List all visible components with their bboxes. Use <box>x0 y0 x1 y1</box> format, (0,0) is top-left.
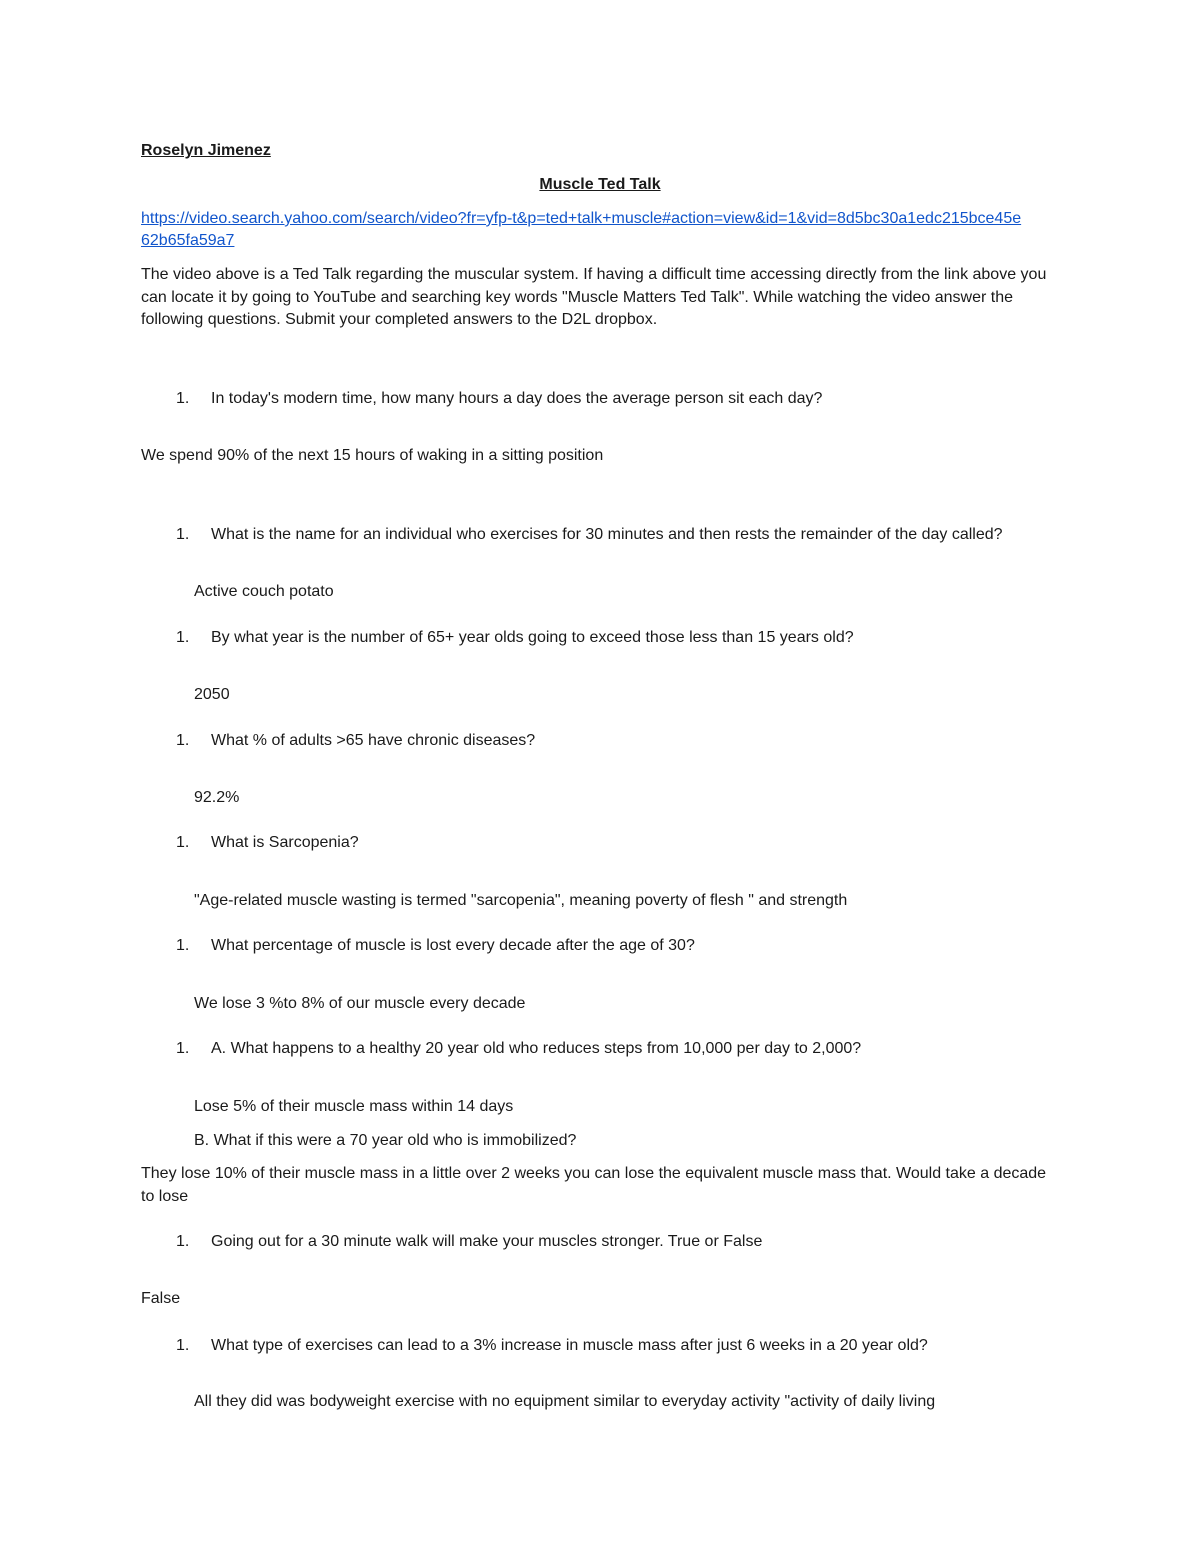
answer-text: Active couch potato <box>194 583 334 600</box>
question-number: 1. <box>176 1337 190 1354</box>
intro-paragraph: The video above is a Ted Talk regarding the muscular system. If having a difficult time accessing directly from the link above you can locate it by going to YouTube and searching key words "Muscle Matters Ted Talk". While watching the video answer the following questions. Submit your completed answers to the D2L dropbox. <box>141 266 1047 328</box>
video-link-line1[interactable]: https://video.search.yahoo.com/search/video?fr=yfp-t&p=ted+talk+muscle#action=view&id=1&vid=8d5bc30a1edc215bce45e <box>141 210 1022 227</box>
question-text: What % of adults >65 have chronic diseases? <box>211 732 536 749</box>
answer-text: 92.2% <box>194 789 240 806</box>
answer-text: "Age-related muscle wasting is termed "sarcopenia", meaning poverty of flesh " and strength <box>194 892 848 909</box>
answer-text: False <box>141 1290 181 1307</box>
video-link-line2[interactable]: 62b65fa59a7 <box>141 232 235 249</box>
sub-answer-text: They lose 10% of their muscle mass in a little over 2 weeks you can lose the equivalent muscle mass that. Would take a decade to lose <box>141 1165 1047 1205</box>
question-number: 1. <box>176 937 190 954</box>
answer-text: Lose 5% of their muscle mass within 14 days <box>194 1098 514 1115</box>
document-title: Muscle Ted Talk <box>539 176 661 193</box>
question-text: What is the name for an individual who exercises for 30 minutes and then rests the remainder of the day called? <box>211 526 1003 543</box>
question-number: 1. <box>176 390 190 407</box>
question-number: 1. <box>176 526 190 543</box>
question-number: 1. <box>176 1040 190 1057</box>
question-number: 1. <box>176 732 190 749</box>
author-name: Roselyn Jimenez <box>141 142 271 159</box>
question-number: 1. <box>176 834 190 851</box>
question-text: By what year is the number of 65+ year olds going to exceed those less than 15 years old? <box>211 629 854 646</box>
sub-question-text: B. What if this were a 70 year old who is immobilized? <box>194 1132 577 1149</box>
question-text: What type of exercises can lead to a 3% increase in muscle mass after just 6 weeks in a 20 year old? <box>211 1337 928 1354</box>
answer-text: We spend 90% of the next 15 hours of waking in a sitting position <box>141 447 604 464</box>
answer-text: We lose 3 %to 8% of our muscle every decade <box>194 995 526 1012</box>
answer-text: 2050 <box>194 686 230 703</box>
question-number: 1. <box>176 629 190 646</box>
question-number: 1. <box>176 1233 190 1250</box>
video-link[interactable] <box>141 208 1061 252</box>
question-text: What percentage of muscle is lost every decade after the age of 30? <box>211 937 695 954</box>
question-text: What is Sarcopenia? <box>211 834 359 851</box>
answer-text: All they did was bodyweight exercise with no equipment similar to everyday activity "activity of daily living <box>194 1393 936 1410</box>
question-text: In today's modern time, how many hours a day does the average person sit each day? <box>211 390 823 407</box>
question-text: A. What happens to a healthy 20 year old who reduces steps from 10,000 per day to 2,000? <box>211 1040 862 1057</box>
question-text: Going out for a 30 minute walk will make your muscles stronger. True or False <box>211 1233 763 1250</box>
